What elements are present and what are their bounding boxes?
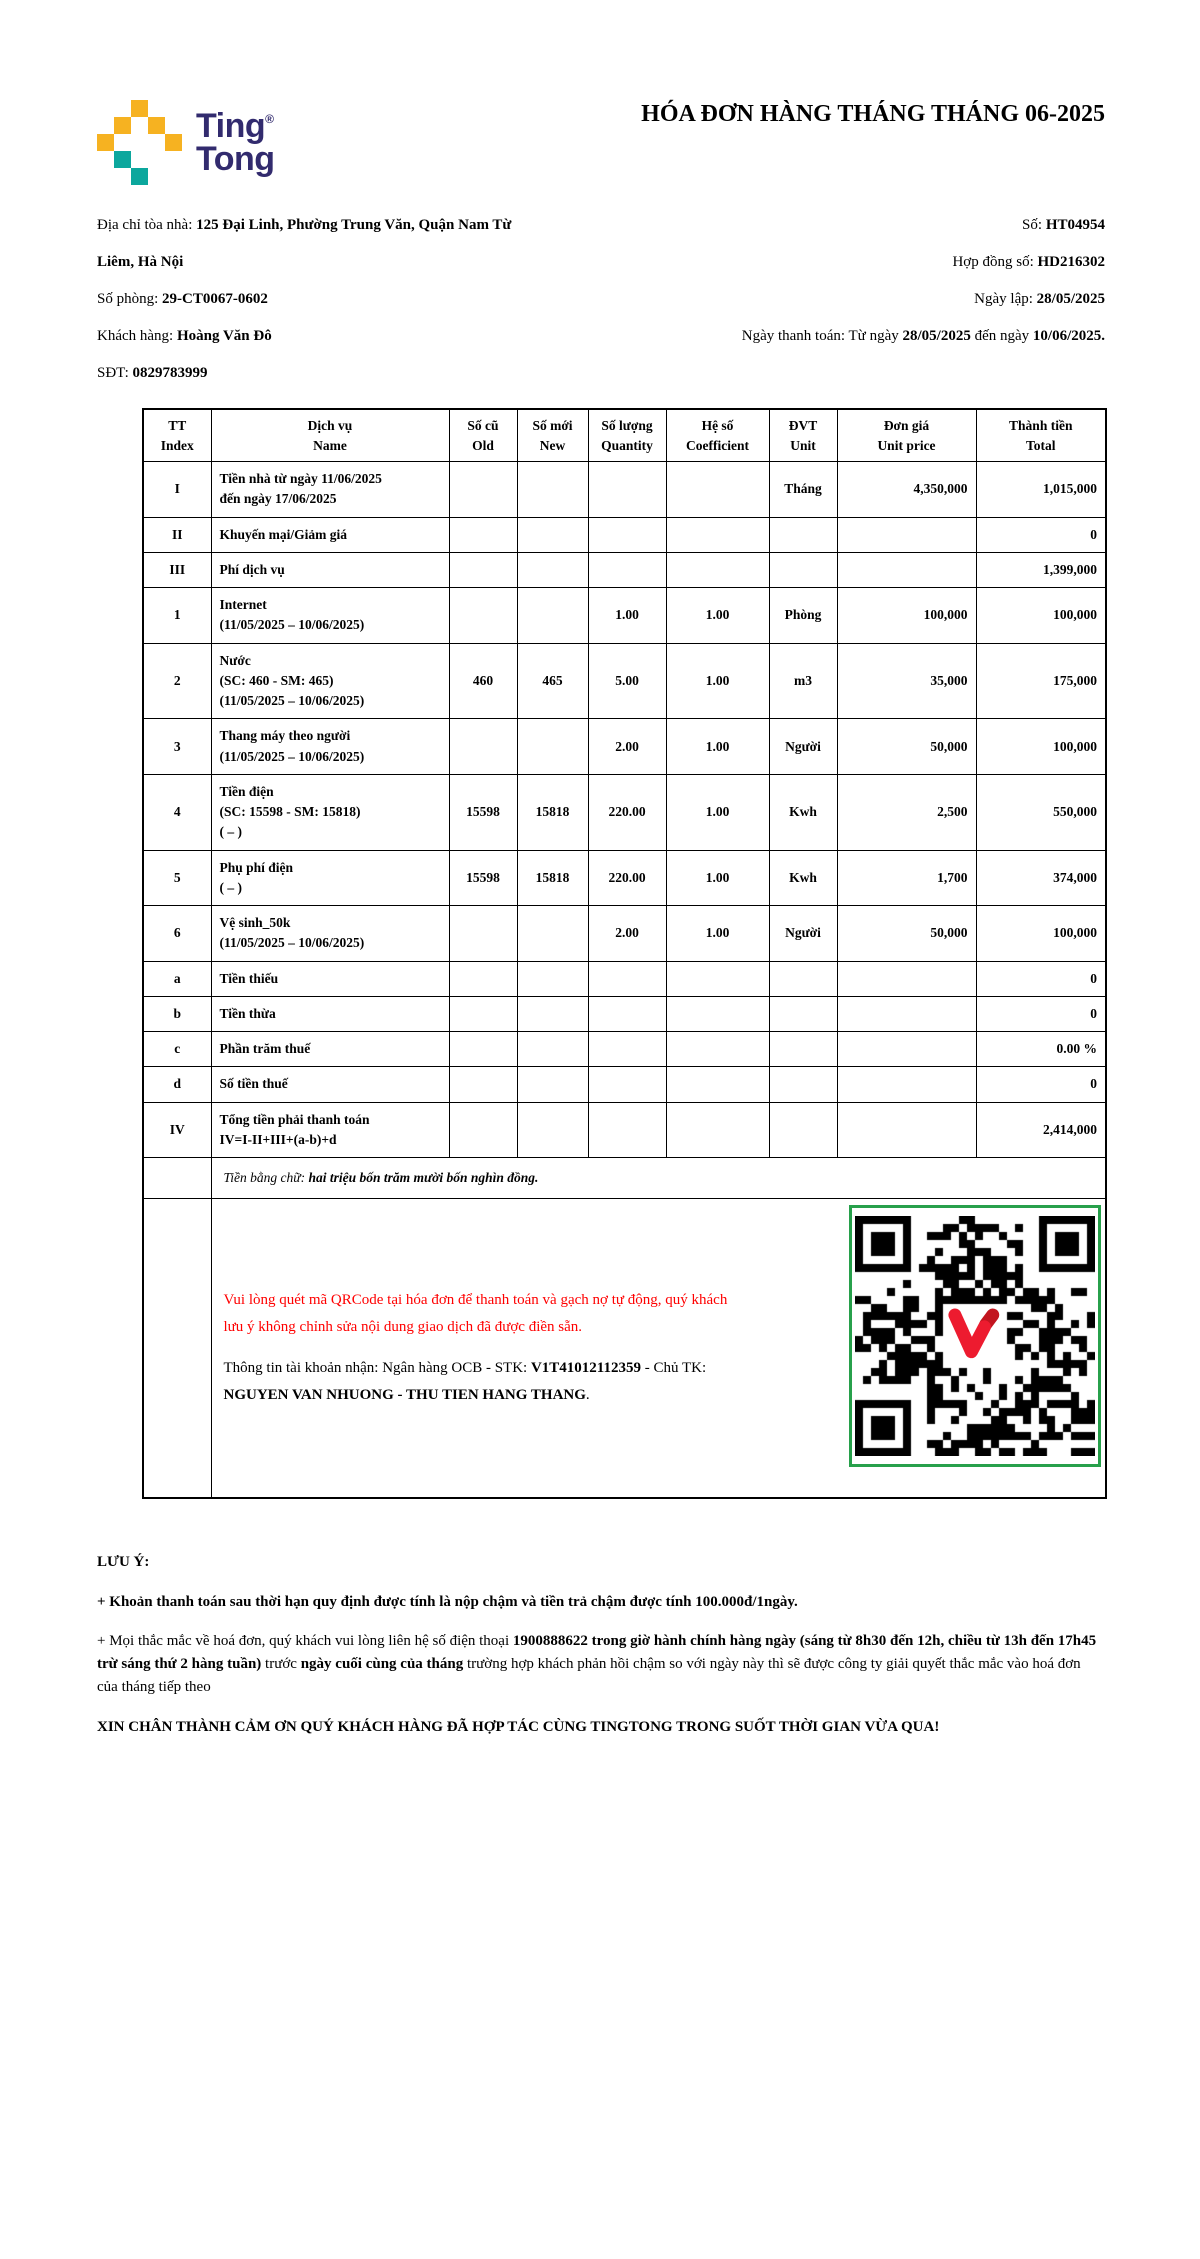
cell-coef <box>666 1032 769 1067</box>
cell-qty <box>588 517 666 552</box>
cell-old <box>449 552 517 587</box>
cell-old <box>449 1102 517 1158</box>
phone-value: 0829783999 <box>132 365 208 381</box>
cell-name: Tổng tiền phải thanh toán IV=I-II+III+(a-b)+d <box>211 1102 449 1158</box>
cell-new <box>517 906 588 962</box>
logo-pixel <box>131 168 148 185</box>
cell-unit <box>769 1032 837 1067</box>
cell-name: Tiền nhà từ ngày 11/06/2025 đến ngày 17/06/2025 <box>211 462 449 518</box>
payment-to-date: 10/06/2025. <box>1032 328 1105 344</box>
cell-index: b <box>143 996 211 1031</box>
cell-coef: 1.00 <box>666 643 769 719</box>
cell-name: Internet (11/05/2025 – 10/06/2025) <box>211 588 449 644</box>
customer-info <box>97 207 542 392</box>
cell-index: 2 <box>143 643 211 719</box>
payment-instructions <box>224 1287 729 1409</box>
cell-qty: 2.00 <box>588 719 666 775</box>
cell-unit <box>769 517 837 552</box>
payment-period-line: Ngày thanh toán: Từ ngày 28/05/2025 đến ngày 10/06/2025. <box>741 328 1105 344</box>
cell-index: c <box>143 1032 211 1067</box>
cell-qty <box>588 1032 666 1067</box>
issue-date-value: 28/05/2025 <box>1036 291 1105 307</box>
building-address-value: 125 Đại Linh, Phường Trung Văn, Quận Nam Từ Liêm, Hà Nội <box>97 217 512 270</box>
cell-price: 50,000 <box>837 906 976 962</box>
cell-price <box>837 961 976 996</box>
cell-old <box>449 719 517 775</box>
cell-total: 0 <box>976 1067 1106 1102</box>
cell-new <box>517 961 588 996</box>
col-header-quantity: Số lượng Quantity <box>588 409 666 462</box>
cell-unit: Người <box>769 719 837 775</box>
cell-coef <box>666 517 769 552</box>
cell-new: 465 <box>517 643 588 719</box>
invoice-number-value: HT04954 <box>1045 217 1105 233</box>
table-row <box>143 774 1106 850</box>
logo-pixel <box>114 151 131 168</box>
cell-name: Vệ sinh_50k (11/05/2025 – 10/06/2025) <box>211 906 449 962</box>
cell-price <box>837 1067 976 1102</box>
cell-price <box>837 1102 976 1158</box>
payment-from-date: 28/05/2025 <box>902 328 971 344</box>
phone-label: SĐT: <box>97 365 133 381</box>
table-row <box>143 643 1106 719</box>
qr-notice-text: Vui lòng quét mã QRCode tại hóa đơn để thanh toán và gạch nợ tự động, quý khách lưu ý không chỉnh sửa nội dung giao dịch đã được điền sẵn. <box>223 1292 728 1336</box>
phone-line <box>97 355 542 392</box>
cell-qty <box>588 996 666 1031</box>
cell-price: 4,350,000 <box>837 462 976 518</box>
logo-word-tong: Tong <box>196 139 275 178</box>
cell-total: 100,000 <box>976 719 1106 775</box>
cell-new <box>517 462 588 518</box>
cell-old <box>449 1067 517 1102</box>
cell-price <box>837 1032 976 1067</box>
col-header-old: Số cũ Old <box>449 409 517 462</box>
cell-name: Phụ phí điện ( – ) <box>211 850 449 906</box>
cell-name: Phần trăm thuế <box>211 1032 449 1067</box>
cell-new: 15818 <box>517 850 588 906</box>
cell-index: 4 <box>143 774 211 850</box>
contact-note: + Mọi thắc mắc về hoá đơn, quý khách vui lòng liên hệ số điện thoại 1900888622 trong giờ hành chính hàng ngày (sáng từ 8h30 đến 12h, chiều từ 13h đến 17h45 trừ sáng thứ 2 hàng tuần) trước ngày cuối cùng của tháng trường hợp khách phản hồi chậm so với ngày này thì sẽ được công ty giải quyết thắc mắc vào hoá đơn của tháng tiếp theo <box>97 1632 1097 1696</box>
building-address-label: Địa chỉ tòa nhà: <box>97 217 197 233</box>
col-header-index: TT Index <box>143 409 211 462</box>
table-row <box>143 588 1106 644</box>
cell-old <box>449 462 517 518</box>
cell-old <box>449 961 517 996</box>
cell-price <box>837 552 976 587</box>
notes-heading: LƯU Ý: <box>97 1554 150 1571</box>
logo-word-ting: Ting <box>196 107 266 146</box>
cell-coef <box>666 552 769 587</box>
col-header-name: Dịch vụ Name <box>211 409 449 462</box>
cell-name: Thang máy theo người (11/05/2025 – 10/06/2025) <box>211 719 449 775</box>
table-row <box>143 1032 1106 1067</box>
cell-total: 100,000 <box>976 906 1106 962</box>
cell-price: 50,000 <box>837 719 976 775</box>
cell-price <box>837 996 976 1031</box>
cell-index: I <box>143 462 211 518</box>
invoice-info <box>97 207 1105 392</box>
cell-unit <box>769 1067 837 1102</box>
account-info-text: Thông tin tài khoản nhận: Ngân hàng OCB - STK: V1T41012112359 - Chủ TK: NGUYEN VAN NHUONG - THU TIEN HANG THANG. <box>223 1360 707 1404</box>
table-row <box>143 462 1106 518</box>
cell-total: 374,000 <box>976 850 1106 906</box>
cell-name: Tiền điện (SC: 15598 - SM: 15818) ( – ) <box>211 774 449 850</box>
cell-total: 0 <box>976 517 1106 552</box>
account-number: V1T41012112359 <box>530 1360 641 1377</box>
col-header-total: Thành tiền Total <box>976 409 1106 462</box>
cell-new <box>517 1102 588 1158</box>
cell-unit: Người <box>769 906 837 962</box>
amount-in-words-value: hai triệu bốn trăm mười bốn nghìn đồng. <box>308 1170 539 1186</box>
cell-coef: 1.00 <box>666 588 769 644</box>
page-title: HÓA ĐƠN HÀNG THÁNG THÁNG 06-2025 <box>641 101 1105 127</box>
cell-name: Nước (SC: 460 - SM: 465) (11/05/2025 – 10/06/2025) <box>211 643 449 719</box>
cell-unit: Phòng <box>769 588 837 644</box>
cell-price: 2,500 <box>837 774 976 850</box>
registered-trademark-icon: ® <box>265 112 274 127</box>
room-number-line <box>97 281 542 318</box>
cell-name: Tiền thiếu <box>211 961 449 996</box>
col-header-new: Số mới New <box>517 409 588 462</box>
amount-in-words <box>211 1158 1106 1199</box>
cell-unit: Kwh <box>769 850 837 906</box>
cell-unit: Kwh <box>769 774 837 850</box>
payment-period-label: Ngày thanh toán: Từ ngày <box>741 328 903 344</box>
cell-coef: 1.00 <box>666 719 769 775</box>
cell-name: Tiền thừa <box>211 996 449 1031</box>
cell-new <box>517 719 588 775</box>
qr-payment-cell <box>211 1199 1106 1499</box>
customer-name-label: Khách hàng: <box>97 328 177 344</box>
cell-price: 1,700 <box>837 850 976 906</box>
cell-index: II <box>143 517 211 552</box>
cell-unit: m3 <box>769 643 837 719</box>
table-row <box>143 517 1106 552</box>
table-row <box>143 961 1106 996</box>
table-row <box>143 850 1106 906</box>
cell-total: 0 <box>976 961 1106 996</box>
cell-old <box>449 588 517 644</box>
hotline-number: 1900888622 trong giờ hành chính hàng ngày (sáng từ 8h30 đến 12h, chiều từ 13h đến 17h45 trừ sáng thứ 2 hàng tuần) <box>97 1632 1097 1673</box>
cell-total: 1,015,000 <box>976 462 1106 518</box>
empty-cell <box>143 1158 211 1199</box>
cell-qty <box>588 961 666 996</box>
cell-name: Khuyến mại/Giảm giá <box>211 517 449 552</box>
table-row <box>143 906 1106 962</box>
cell-coef <box>666 462 769 518</box>
amount-in-words-row <box>143 1158 1106 1199</box>
invoice-header <box>97 92 1105 185</box>
tingtong-pixel-tree-icon <box>97 100 182 185</box>
cell-qty: 220.00 <box>588 850 666 906</box>
cell-coef: 1.00 <box>666 850 769 906</box>
room-number-label: Số phòng: <box>97 291 163 307</box>
cell-old <box>449 996 517 1031</box>
cell-total: 175,000 <box>976 643 1106 719</box>
contract-number-line <box>542 244 1105 281</box>
vietqr-v-icon <box>946 1308 1004 1360</box>
customer-name-line <box>97 318 542 355</box>
col-header-unit-price: Đơn giá Unit price <box>837 409 976 462</box>
cell-index: 3 <box>143 719 211 775</box>
table-row <box>143 1067 1106 1102</box>
logo-pixel <box>165 134 182 151</box>
amount-in-words-label: Tiền bằng chữ: <box>223 1170 309 1186</box>
qr-code <box>849 1205 1101 1467</box>
invoice-number-line <box>542 207 1105 244</box>
table-row <box>143 552 1106 587</box>
qr-row <box>143 1199 1106 1499</box>
cell-qty: 220.00 <box>588 774 666 850</box>
cell-unit <box>769 996 837 1031</box>
cell-old <box>449 906 517 962</box>
logo-wordmark <box>196 107 275 178</box>
issue-date-line <box>542 281 1105 318</box>
col-header-unit: ĐVT Unit <box>769 409 837 462</box>
cell-index: a <box>143 961 211 996</box>
table-header-row <box>143 409 1106 462</box>
tingtong-logo <box>97 100 275 185</box>
thank-you-note: XIN CHÂN THÀNH CẢM ƠN QUÝ KHÁCH HÀNG ĐÃ HỢP TÁC CÙNG TINGTONG TRONG SUỐT THỜI GIAN VỪA QUA! <box>97 1718 940 1735</box>
cell-total: 0.00 % <box>976 1032 1106 1067</box>
cell-qty <box>588 552 666 587</box>
cell-index: III <box>143 552 211 587</box>
cell-total: 1,399,000 <box>976 552 1106 587</box>
cell-total: 2,414,000 <box>976 1102 1106 1158</box>
cell-old: 15598 <box>449 850 517 906</box>
empty-cell <box>143 1199 211 1499</box>
invoice-table <box>142 408 1107 1499</box>
cell-index: 1 <box>143 588 211 644</box>
logo-pixel <box>114 117 131 134</box>
issue-date-label: Ngày lập: <box>974 291 1037 307</box>
table-row <box>143 719 1106 775</box>
cell-qty: 2.00 <box>588 906 666 962</box>
cell-unit <box>769 552 837 587</box>
cell-index: 5 <box>143 850 211 906</box>
cell-coef: 1.00 <box>666 774 769 850</box>
invoice-number-label: Số: <box>1022 217 1046 233</box>
building-address-line <box>97 207 542 281</box>
cell-unit <box>769 961 837 996</box>
cell-total: 550,000 <box>976 774 1106 850</box>
cell-index: d <box>143 1067 211 1102</box>
invoice-meta <box>542 207 1105 392</box>
cell-new <box>517 1032 588 1067</box>
cell-qty <box>588 1067 666 1102</box>
cell-new: 15818 <box>517 774 588 850</box>
cell-qty <box>588 1102 666 1158</box>
cell-old <box>449 517 517 552</box>
cell-new <box>517 552 588 587</box>
cell-name: Số tiền thuế <box>211 1067 449 1102</box>
cell-index: IV <box>143 1102 211 1158</box>
cell-qty <box>588 462 666 518</box>
cell-total: 100,000 <box>976 588 1106 644</box>
logo-pixel <box>131 100 148 117</box>
cell-qty: 5.00 <box>588 643 666 719</box>
customer-name-value: Hoàng Văn Đô <box>176 328 272 344</box>
cell-qty: 1.00 <box>588 588 666 644</box>
account-holder: NGUYEN VAN NHUONG - THU TIEN HANG THANG <box>223 1387 586 1404</box>
table-row <box>143 996 1106 1031</box>
cell-old: 15598 <box>449 774 517 850</box>
cell-new <box>517 996 588 1031</box>
col-header-coefficient: Hệ số Coefficient <box>666 409 769 462</box>
cell-unit: Tháng <box>769 462 837 518</box>
cell-old <box>449 1032 517 1067</box>
cell-new <box>517 588 588 644</box>
late-fee-note: + Khoản thanh toán sau thời hạn quy định được tính là nộp chậm và tiền trả chậm được tính 100.000đ/1ngày. <box>97 1593 798 1610</box>
cell-coef <box>666 1102 769 1158</box>
cell-index: 6 <box>143 906 211 962</box>
cell-coef <box>666 1067 769 1102</box>
room-number-value: 29-CT0067-0602 <box>162 291 268 307</box>
cell-new <box>517 1067 588 1102</box>
cell-coef <box>666 996 769 1031</box>
contract-number-label: Hợp đồng số: <box>952 254 1038 270</box>
cell-price: 35,000 <box>837 643 976 719</box>
contract-number-value: HD216302 <box>1037 254 1105 270</box>
footer-notes <box>97 1551 1105 1739</box>
cell-price <box>837 517 976 552</box>
cell-coef: 1.00 <box>666 906 769 962</box>
cell-old: 460 <box>449 643 517 719</box>
cell-price: 100,000 <box>837 588 976 644</box>
cell-coef <box>666 961 769 996</box>
logo-pixel <box>97 134 114 151</box>
cell-name: Phí dịch vụ <box>211 552 449 587</box>
cell-total: 0 <box>976 996 1106 1031</box>
table-row <box>143 1102 1106 1158</box>
logo-pixel <box>148 117 165 134</box>
cell-new <box>517 517 588 552</box>
cell-unit <box>769 1102 837 1158</box>
